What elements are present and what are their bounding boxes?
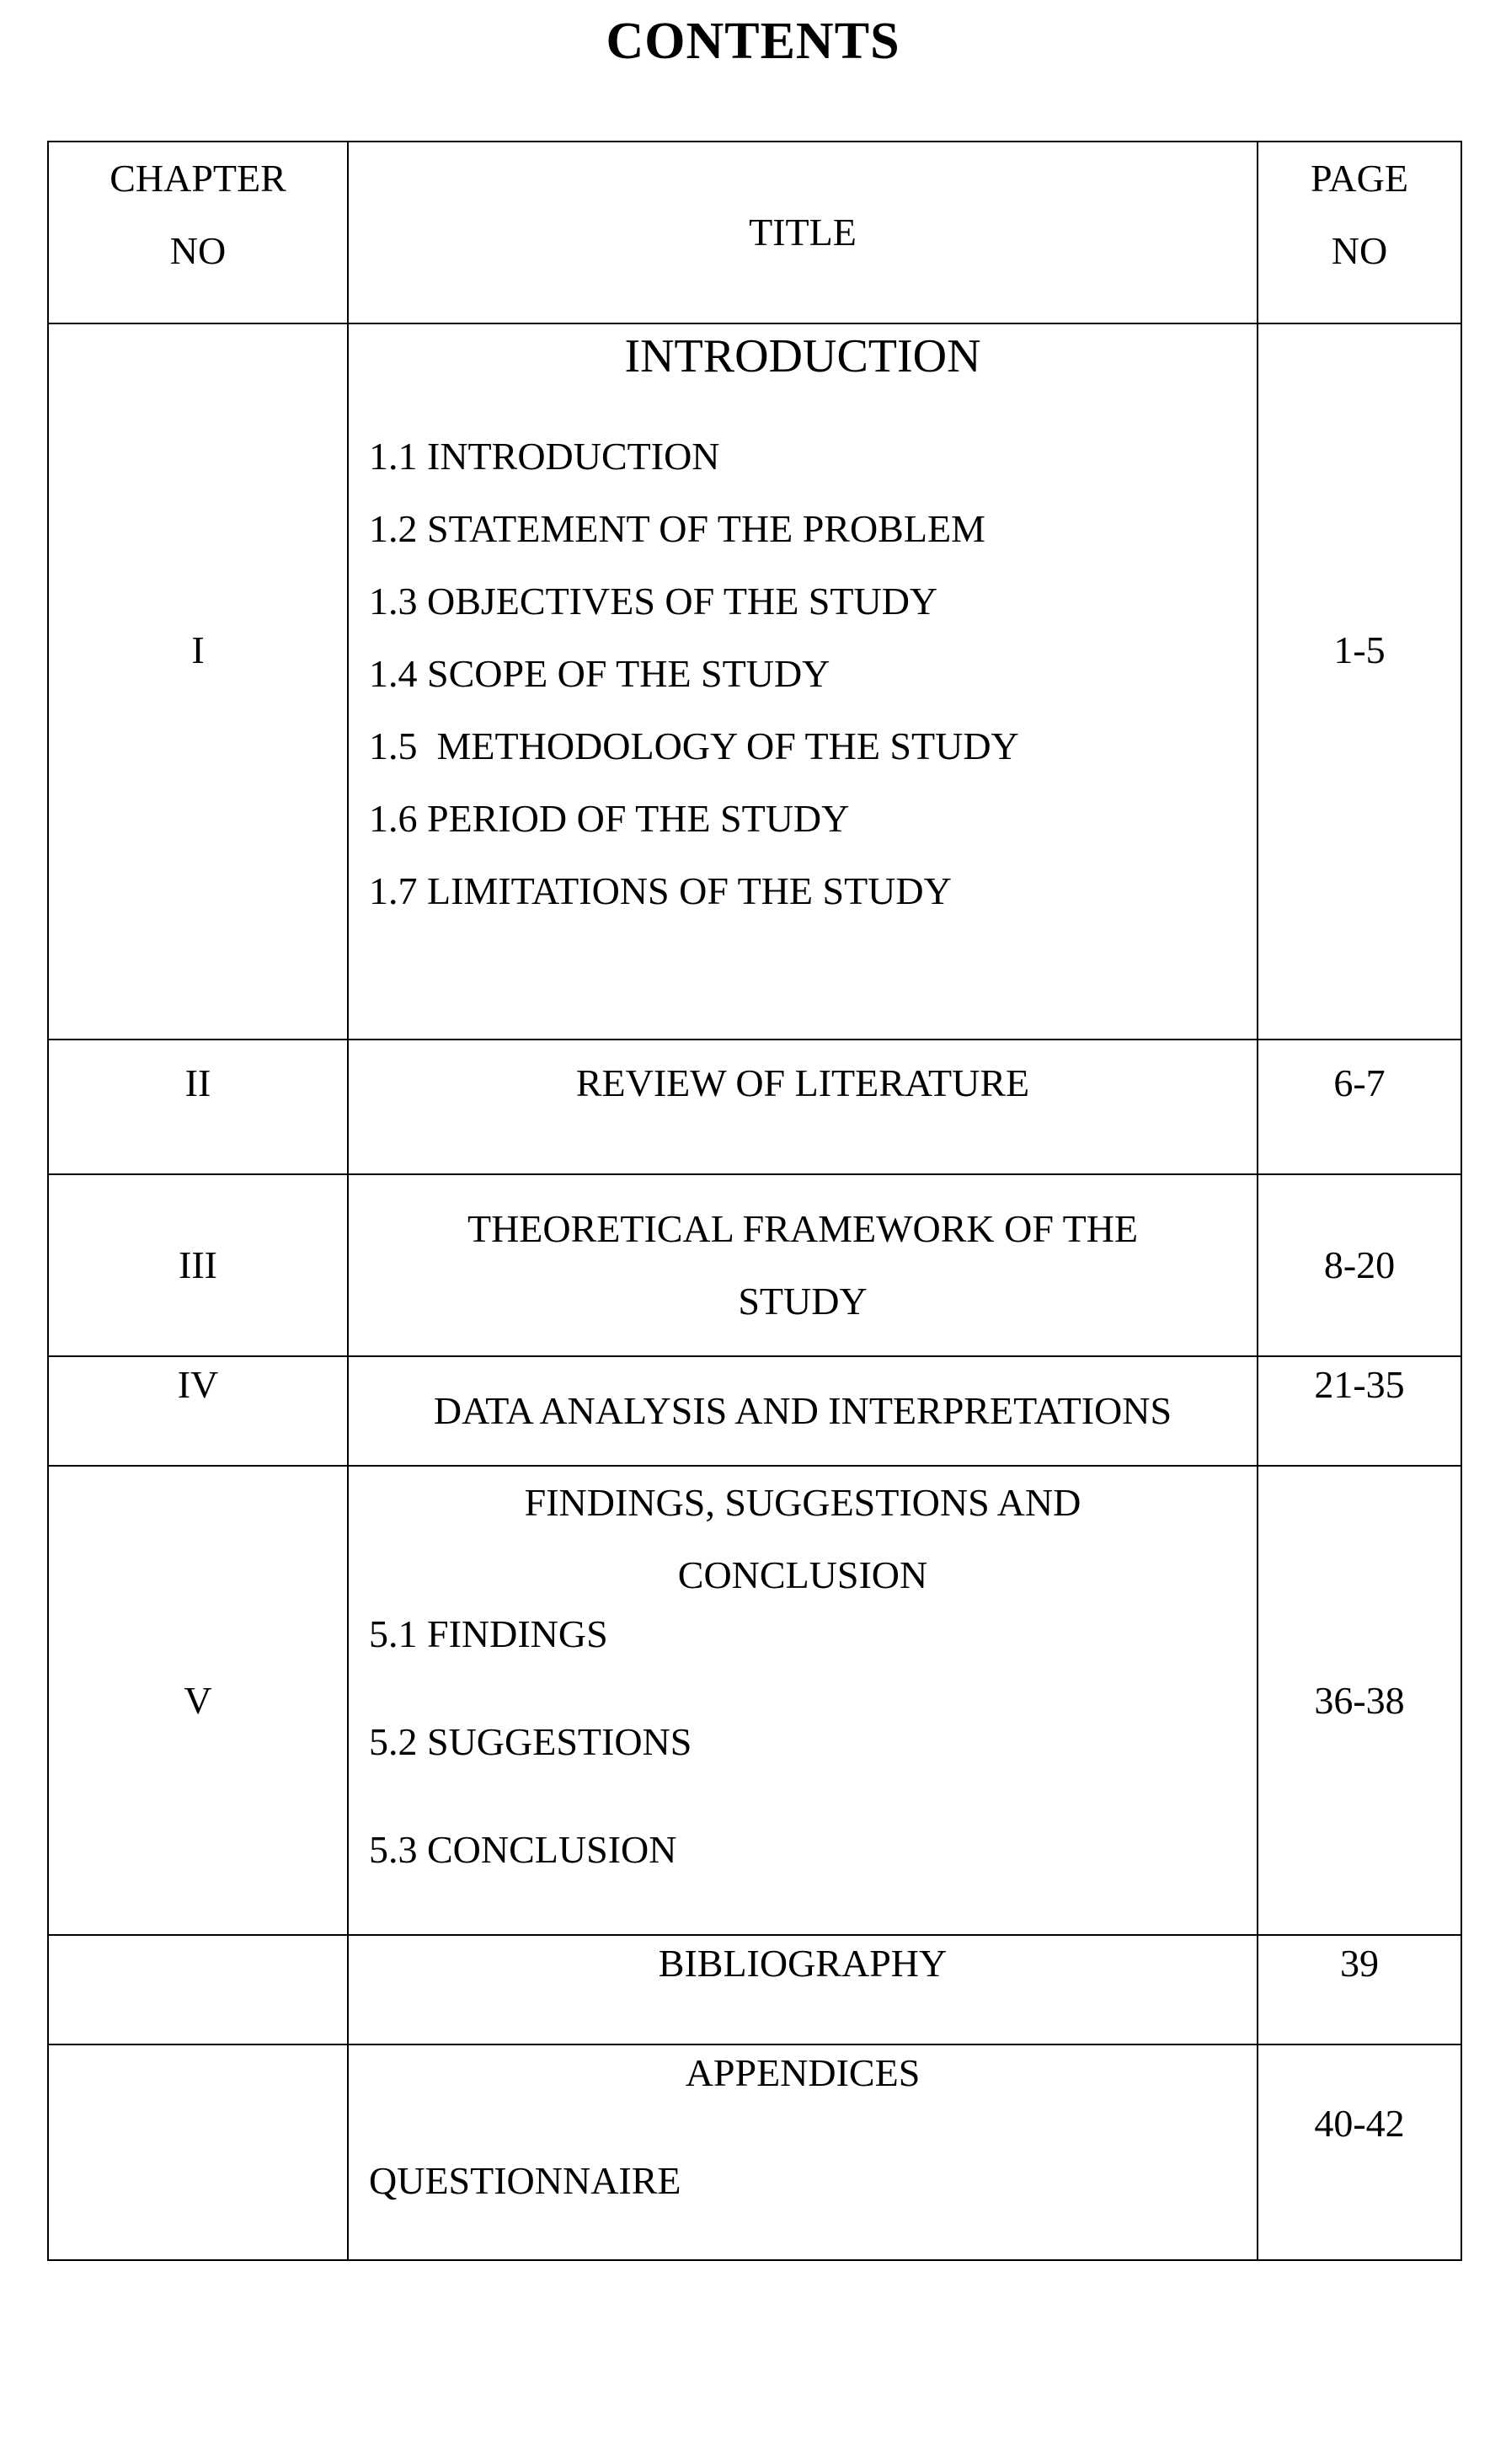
header-page-line1: PAGE bbox=[1311, 157, 1408, 200]
chapter-number: I bbox=[48, 323, 348, 1040]
chapter-title-cell bbox=[348, 1466, 1258, 1935]
header-chapter-no bbox=[48, 142, 348, 323]
table-row bbox=[48, 1935, 1461, 2044]
chapter-title: REVIEW OF LITERATURE bbox=[348, 1040, 1258, 1174]
appendices-cell bbox=[348, 2044, 1258, 2260]
chapter-heading-line1: FINDINGS, SUGGESTIONS AND bbox=[524, 1481, 1081, 1524]
table-row bbox=[48, 1040, 1461, 1174]
table-row bbox=[48, 1466, 1461, 1935]
list-item: 1.4 SCOPE OF THE STUDY bbox=[369, 652, 830, 695]
list-item: 5.3 CONCLUSION bbox=[369, 1828, 677, 1871]
chapter-number bbox=[48, 2044, 348, 2260]
list-item: 5.1 FINDINGS bbox=[369, 1612, 608, 1655]
page-range: 36-38 bbox=[1258, 1466, 1461, 1935]
header-page-no bbox=[1258, 142, 1461, 323]
chapter-heading: INTRODUCTION bbox=[624, 330, 981, 382]
header-chapter-line1: CHAPTER bbox=[109, 157, 286, 200]
list-item: 1.7 LIMITATIONS OF THE STUDY bbox=[369, 869, 952, 912]
chapter-title: DATA ANALYSIS AND INTERPRETATIONS bbox=[348, 1356, 1258, 1466]
page-range: 39 bbox=[1258, 1935, 1461, 2044]
table-row bbox=[48, 1174, 1461, 1356]
list-item: 1.2 STATEMENT OF THE PROBLEM bbox=[369, 507, 985, 550]
contents-table bbox=[47, 141, 1462, 2261]
header-title bbox=[348, 142, 1258, 323]
page-range: 21-35 bbox=[1258, 1356, 1461, 1466]
chapter-number: III bbox=[48, 1174, 348, 1356]
chapter-number: II bbox=[48, 1040, 348, 1174]
header-title-label: TITLE bbox=[749, 211, 857, 254]
page-range: 8-20 bbox=[1258, 1174, 1461, 1356]
table-row bbox=[48, 323, 1461, 1040]
chapter-number: IV bbox=[48, 1356, 348, 1466]
chapter-title-line1: THEORETICAL FRAMEWORK OF THE bbox=[467, 1207, 1139, 1250]
header-row bbox=[48, 142, 1461, 323]
page-range: 40-42 bbox=[1258, 2044, 1461, 2260]
header-chapter-line2: NO bbox=[169, 229, 227, 272]
list-item: 1.1 INTRODUCTION bbox=[369, 435, 720, 478]
chapter-title-cell bbox=[348, 323, 1258, 1040]
chapter-title-line2: STUDY bbox=[738, 1280, 868, 1323]
chapter-number bbox=[48, 1935, 348, 2044]
appendices-heading: APPENDICES bbox=[685, 2051, 921, 2094]
list-item: 1.6 PERIOD OF THE STUDY bbox=[369, 797, 850, 840]
list-item: 5.2 SUGGESTIONS bbox=[369, 1720, 692, 1763]
list-item: 1.5 METHODOLOGY OF THE STUDY bbox=[369, 724, 1019, 767]
chapter-number: V bbox=[48, 1466, 348, 1935]
chapter-title-cell bbox=[348, 1174, 1258, 1356]
list-item: 1.3 OBJECTIVES OF THE STUDY bbox=[369, 580, 938, 623]
table-row bbox=[48, 1356, 1461, 1466]
header-page-line2: NO bbox=[1331, 229, 1388, 272]
page-title: CONTENTS bbox=[606, 13, 900, 70]
table-row bbox=[48, 2044, 1461, 2260]
page-range: 1-5 bbox=[1258, 323, 1461, 1040]
page-range: 6-7 bbox=[1258, 1040, 1461, 1174]
chapter-heading-line2: CONCLUSION bbox=[677, 1553, 928, 1596]
list-item: QUESTIONNAIRE bbox=[369, 2159, 681, 2202]
bibliography-title: BIBLIOGRAPHY bbox=[348, 1935, 1258, 2044]
